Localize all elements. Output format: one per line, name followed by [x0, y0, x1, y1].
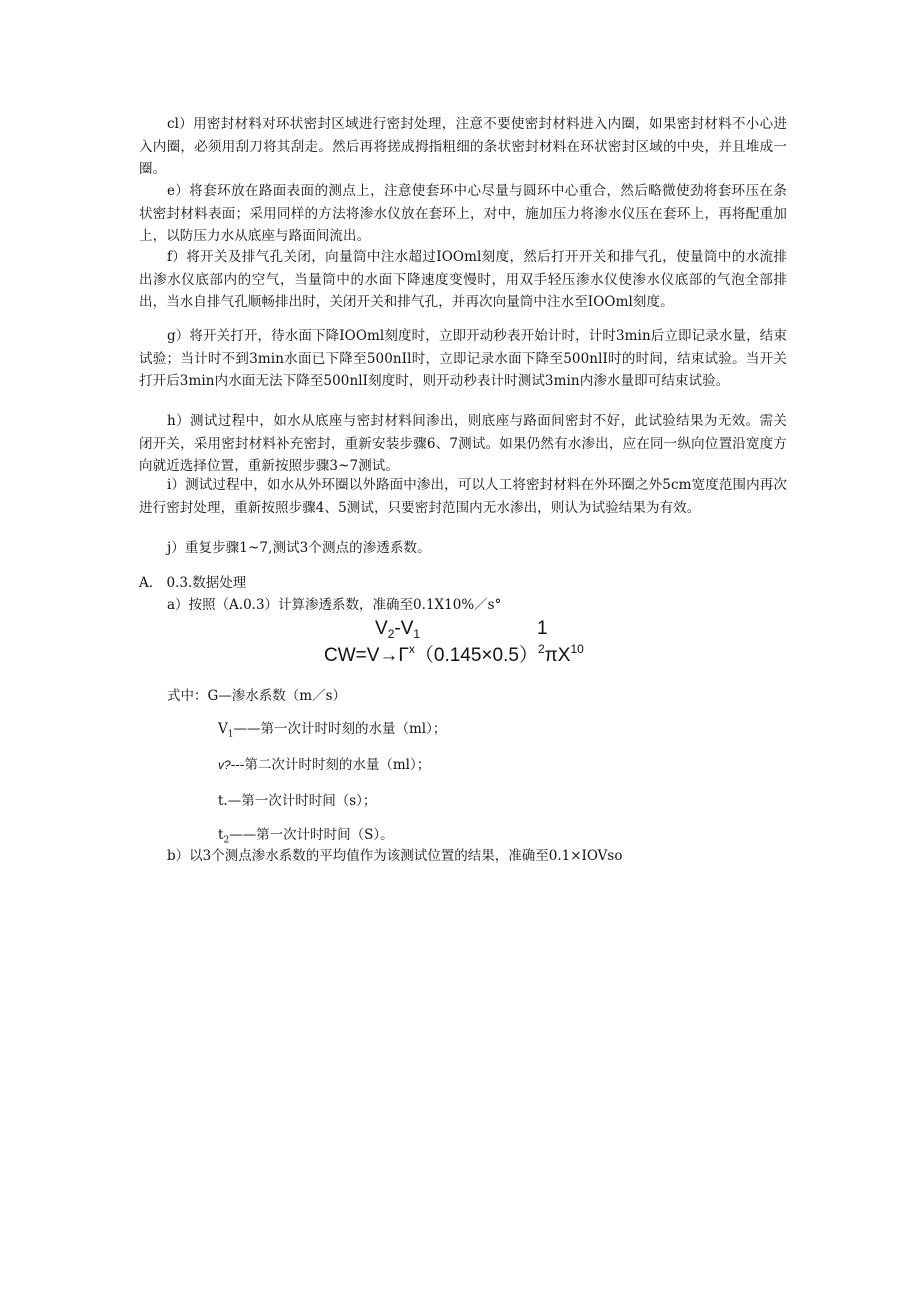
formula-v2: V [375, 618, 388, 639]
v1-sub: 1 [227, 729, 234, 740]
step-i-text: i）测试过程中，如水从外环圈以外路面中渗出，可以人工将密封材料在外环圈之外5cm宽度范围内再次进行密封处理，重新按照步骤4、5测试，只要密封范围内无水渗出，则认为试验结果为有效。 [139, 477, 787, 516]
t2-base: t [218, 827, 224, 843]
v1-desc: ——第一次计时时刻的水量（ml）； [233, 721, 447, 737]
step-c-text: cl）用密封材料对环状密封区域进行密封处理，注意不要使密封材料进入内圈，如果密封材料不小心进入内圈，必须用刮刀将其刮走。然后再将搓成拇指粗细的条状密封材料在环状密封区域的中央，并且堆成一圈。 [139, 116, 787, 177]
step-b-text: b）以3个测点渗水系数的平均值作为该测试位置的结果，准确至0.1×IOVso [167, 848, 623, 864]
step-e-text: e）将套环放在路面表面的测点上，注意使套环中心尽量与圆环中心重合，然后略微使劲将套环压在条状密封材料表面；采用同样的方法将渗水仪放在套环上，对中，施加压力将渗水仪压在套环上，再将配重加上，以防压力水从底座与路面间流出。 [139, 183, 787, 244]
section-heading: A. 0.3.数据处理 [139, 575, 247, 591]
step-c-paragraph [139, 113, 787, 181]
variable-v2 [218, 755, 430, 775]
step-i-paragraph [139, 474, 787, 519]
formula-one: 1 [537, 618, 548, 639]
formula-prefix: CW=V→Γ [324, 645, 409, 666]
step-g-paragraph [139, 325, 787, 393]
t2-desc: ——第一次计时时间（S）。 [229, 827, 394, 843]
formula-numerator [375, 618, 420, 641]
formula-sup-x: x [408, 642, 415, 656]
formula-paren: （0.145×0.5） [414, 645, 538, 666]
step-g-text: g）将开关打开，待水面下降IOOml刻度时，立即开动秒表开始计时，计时3min后立即记录水量，结束试验；当计时不到3min水面已下降至500nIl时，立即记录水面下降至500nlI时的时间，结束试验。当开关打开后3min内水面无法下降至500nlI刻度时，则开动秒表计时测试3min内渗水量即可结束试验。 [139, 328, 787, 389]
formula-sup-10: 10 [570, 642, 584, 656]
step-j-paragraph [139, 537, 787, 560]
step-a-text: a）按照（A.0.3）计算渗透系数，准确至0.1X10%／s° [167, 597, 502, 613]
t2-sub: 2 [223, 835, 230, 846]
formula-minus-v1: -V [394, 618, 414, 639]
step-f-paragraph [139, 246, 787, 314]
formula-sub-2: 2 [387, 627, 395, 641]
v2-desc: ---第二次计时时刻的水量（ml）； [230, 757, 431, 773]
where-line: 式中：G—渗水系数（m／s） [167, 688, 347, 704]
step-e-paragraph [139, 180, 787, 248]
variable-v1 [218, 719, 446, 745]
step-h-paragraph [139, 410, 787, 478]
variable-t1: t.—第一次计时时间（s）； [218, 793, 377, 809]
formula-main [324, 640, 584, 667]
formula-sub-1: 1 [413, 627, 421, 641]
step-f-text: f）将开关及排气孔关闭，向量筒中注水超过IOOml刻度，然后打开开关和排气孔，使量筒中的水流排出渗水仪底部内的空气，当量筒中的水面下降速度变慢时，用双手轻压渗水仪使渗水仪底部的气泡全部排出，当水自排气孔顺畅排出时，关闭开关和排气孔，并再次向量筒中注水至IOOml刻度。 [139, 249, 787, 310]
v2-base: v? [218, 758, 231, 772]
v1-base: V [218, 721, 228, 737]
formula-pi: πX [544, 645, 571, 666]
step-j-text: j）重复步骤1~7,测试3个测点的渗透系数。 [167, 540, 431, 556]
step-h-text: h）测试过程中，如水从底座与密封材料间渗出，则底座与路面间密封不好，此试验结果为无效。需关闭开关，采用密封材料补充密封，重新安装步骤6、7测试。如果仍然有水渗出，应在同一纵向位置沿宽度方向就近选择位置，重新按照步骤3~7测试。 [139, 413, 787, 474]
formula-sup-2: 2 [537, 642, 545, 656]
